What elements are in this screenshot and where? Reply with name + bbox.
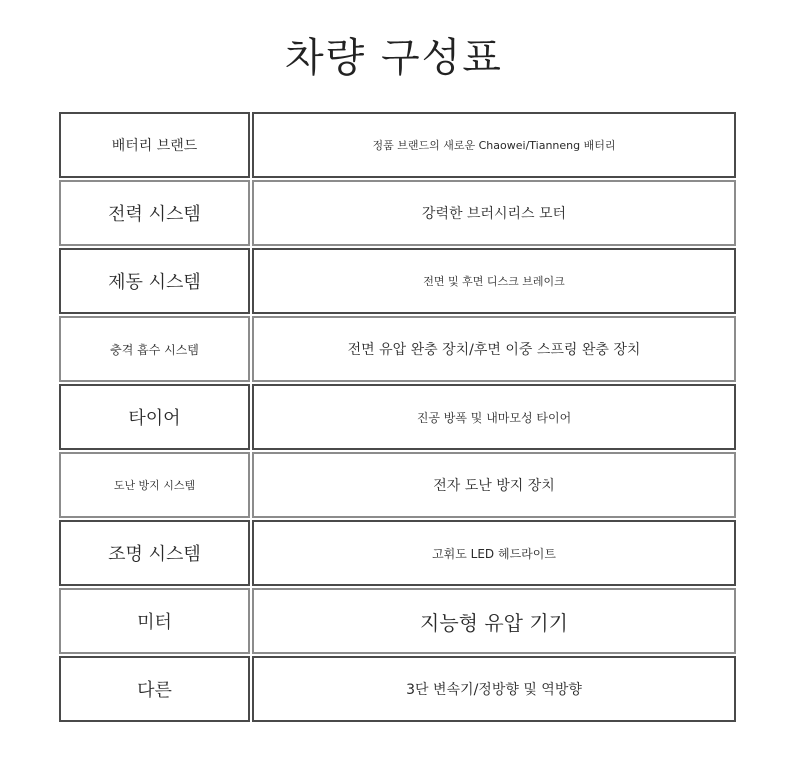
row-label: 전력 시스템 xyxy=(59,180,250,246)
table-row xyxy=(59,520,738,586)
table-row xyxy=(59,656,738,722)
row-value: 정품 브랜드의 새로운 Chaowei/Tianneng 배터리 xyxy=(252,112,736,178)
row-label: 타이어 xyxy=(59,384,250,450)
row-label: 제동 시스템 xyxy=(59,248,250,314)
row-value: 지능형 유압 기기 xyxy=(252,588,736,654)
row-label: 배터리 브랜드 xyxy=(59,112,250,178)
row-value: 전면 및 후면 디스크 브레이크 xyxy=(252,248,736,314)
table-row xyxy=(59,384,738,450)
page-title: 차량 구성표 xyxy=(285,35,503,81)
row-label: 미터 xyxy=(59,588,250,654)
row-value: 고휘도 LED 헤드라이트 xyxy=(252,520,736,586)
table-row xyxy=(59,248,738,314)
row-label: 다른 xyxy=(59,656,250,722)
table-row xyxy=(59,180,738,246)
table-row xyxy=(59,588,738,654)
row-label: 충격 흡수 시스템 xyxy=(59,316,250,382)
row-value: 3단 변속기/정방향 및 역방향 xyxy=(252,656,736,722)
row-value: 진공 방폭 및 내마모성 타이어 xyxy=(252,384,736,450)
spec-table xyxy=(59,112,738,724)
row-value: 전자 도난 방지 장치 xyxy=(252,452,736,518)
row-label: 도난 방지 시스템 xyxy=(59,452,250,518)
table-row xyxy=(59,452,738,518)
table-row xyxy=(59,112,738,178)
row-value: 강력한 브러시리스 모터 xyxy=(252,180,736,246)
row-value: 전면 유압 완충 장치/후면 이중 스프링 완충 장치 xyxy=(252,316,736,382)
row-label: 조명 시스템 xyxy=(59,520,250,586)
table-row xyxy=(59,316,738,382)
